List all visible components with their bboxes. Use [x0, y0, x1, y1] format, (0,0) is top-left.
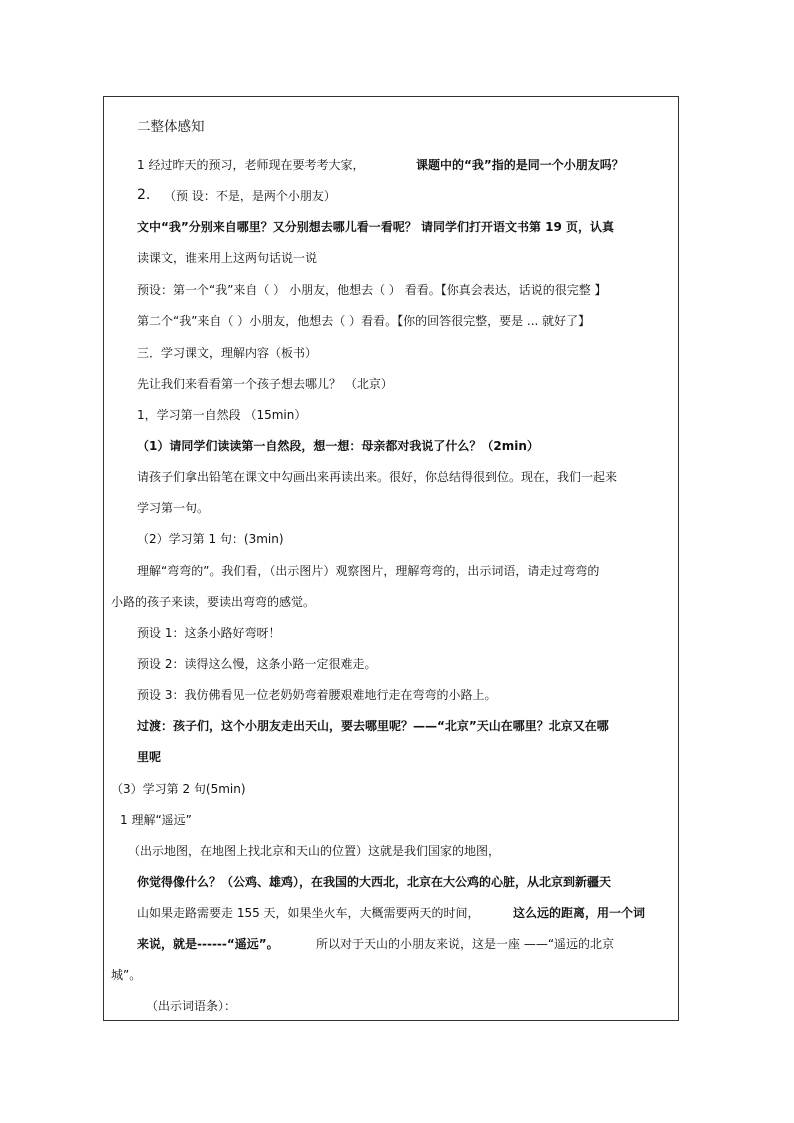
paragraph-where-from-line1: 文中“我”分别来自哪里？又分别想去哪儿看一看呢？ 请同学们打开语文书第 19 页，认真	[137, 220, 615, 234]
preset-2: 预设 2：读得这么慢，这条小路一定很难走。	[137, 657, 377, 671]
study-paragraph-1: 1，学习第一自然段 （15min）	[137, 408, 307, 422]
task-1-read-paragraph: （1）请同学们读读第一自然段，想一想：母亲都对我说了什么？（2min）	[137, 439, 539, 453]
preset-first-me: 预设：第一个“我”来自（ ） 小朋友，他想去（ ） 看看。【你真会表达，话说的很完整 】	[137, 283, 607, 297]
question-1-bold: 课题中的“我”指的是同一个小朋友吗？	[416, 158, 624, 172]
item-2-preset: （预 设：不是，是两个小朋友）	[164, 189, 336, 203]
rooster-line2-bold: 这么远的距离，用一个词	[513, 906, 646, 920]
rooster-line3: 所以对于天山的小朋友来说，这是一座 ——“遥远的北京	[316, 937, 615, 951]
preset-3: 预设 3：我仿佛看见一位老奶奶弯着腰艰难地行走在弯弯的小路上。	[137, 688, 497, 702]
preset-second-me: 第二个“我”来自（ ）小朋友，他想去（ ）看看。【你的回答很完整，要是 ... 就好了】	[137, 314, 591, 328]
rooster-line3-bold: 来说，就是------“遥远”。	[137, 937, 279, 951]
preset-1: 预设 1：这条小路好弯呀！	[137, 626, 281, 640]
transition-line2: 里呢	[137, 750, 162, 764]
paragraph-where-from-line2: 读课文，谁来用上这两句话说一说	[137, 251, 318, 265]
understand-winding-line2: 小路的孩子来读，要读出弯弯的感觉。	[111, 595, 316, 609]
instruction-line1: 请孩子们拿出铅笔在课文中勾画出来再读出来。很好，你总结得很到位。现在，我们一起来	[137, 470, 618, 484]
instruction-line2: 学习第一句。	[137, 501, 210, 515]
first-child-question: 先让我们来看看第一个孩子想去哪儿？ （北京）	[137, 377, 393, 391]
show-map: （出示地图，在地图上找北京和天山的位置）这就是我们国家的地图，	[128, 844, 501, 858]
study-sentence-2: （3）学习第 2 句(5min)	[111, 782, 246, 796]
question-1-text: 1 经过昨天的预习，老师现在要考考大家，	[137, 158, 365, 172]
item-2-number: 2.	[137, 187, 151, 203]
rooster-line4: 城”。	[111, 968, 142, 982]
understand-winding-line1: 理解“弯弯的”。我们看，（出示图片）观察图片，理解弯弯的，出示词语，请走过弯弯的	[137, 564, 600, 578]
section-heading-overall-perception: 二整体感知	[137, 119, 205, 135]
transition-line1: 过渡：孩子们，这个小朋友走出天山，要去哪里呢？——“北京”天山在哪里？北京又在哪	[137, 719, 609, 733]
rooster-line2: 山如果走路需要走 155 天，如果坐火车，大概需要两天的时间，	[137, 906, 480, 920]
show-word-strip: （出示词语条）：	[146, 999, 237, 1013]
understand-distant: 1 理解“遥远”	[120, 813, 192, 827]
study-sentence-1: （2）学习第 1 句：(3min)	[137, 532, 284, 546]
rooster-line1: 你觉得像什么？（公鸡、雄鸡），在我国的大西北，北京在大公鸡的心脏，从北京到新疆天	[137, 875, 612, 889]
section-3-heading: 三．学习课文，理解内容（板书）	[137, 346, 318, 360]
